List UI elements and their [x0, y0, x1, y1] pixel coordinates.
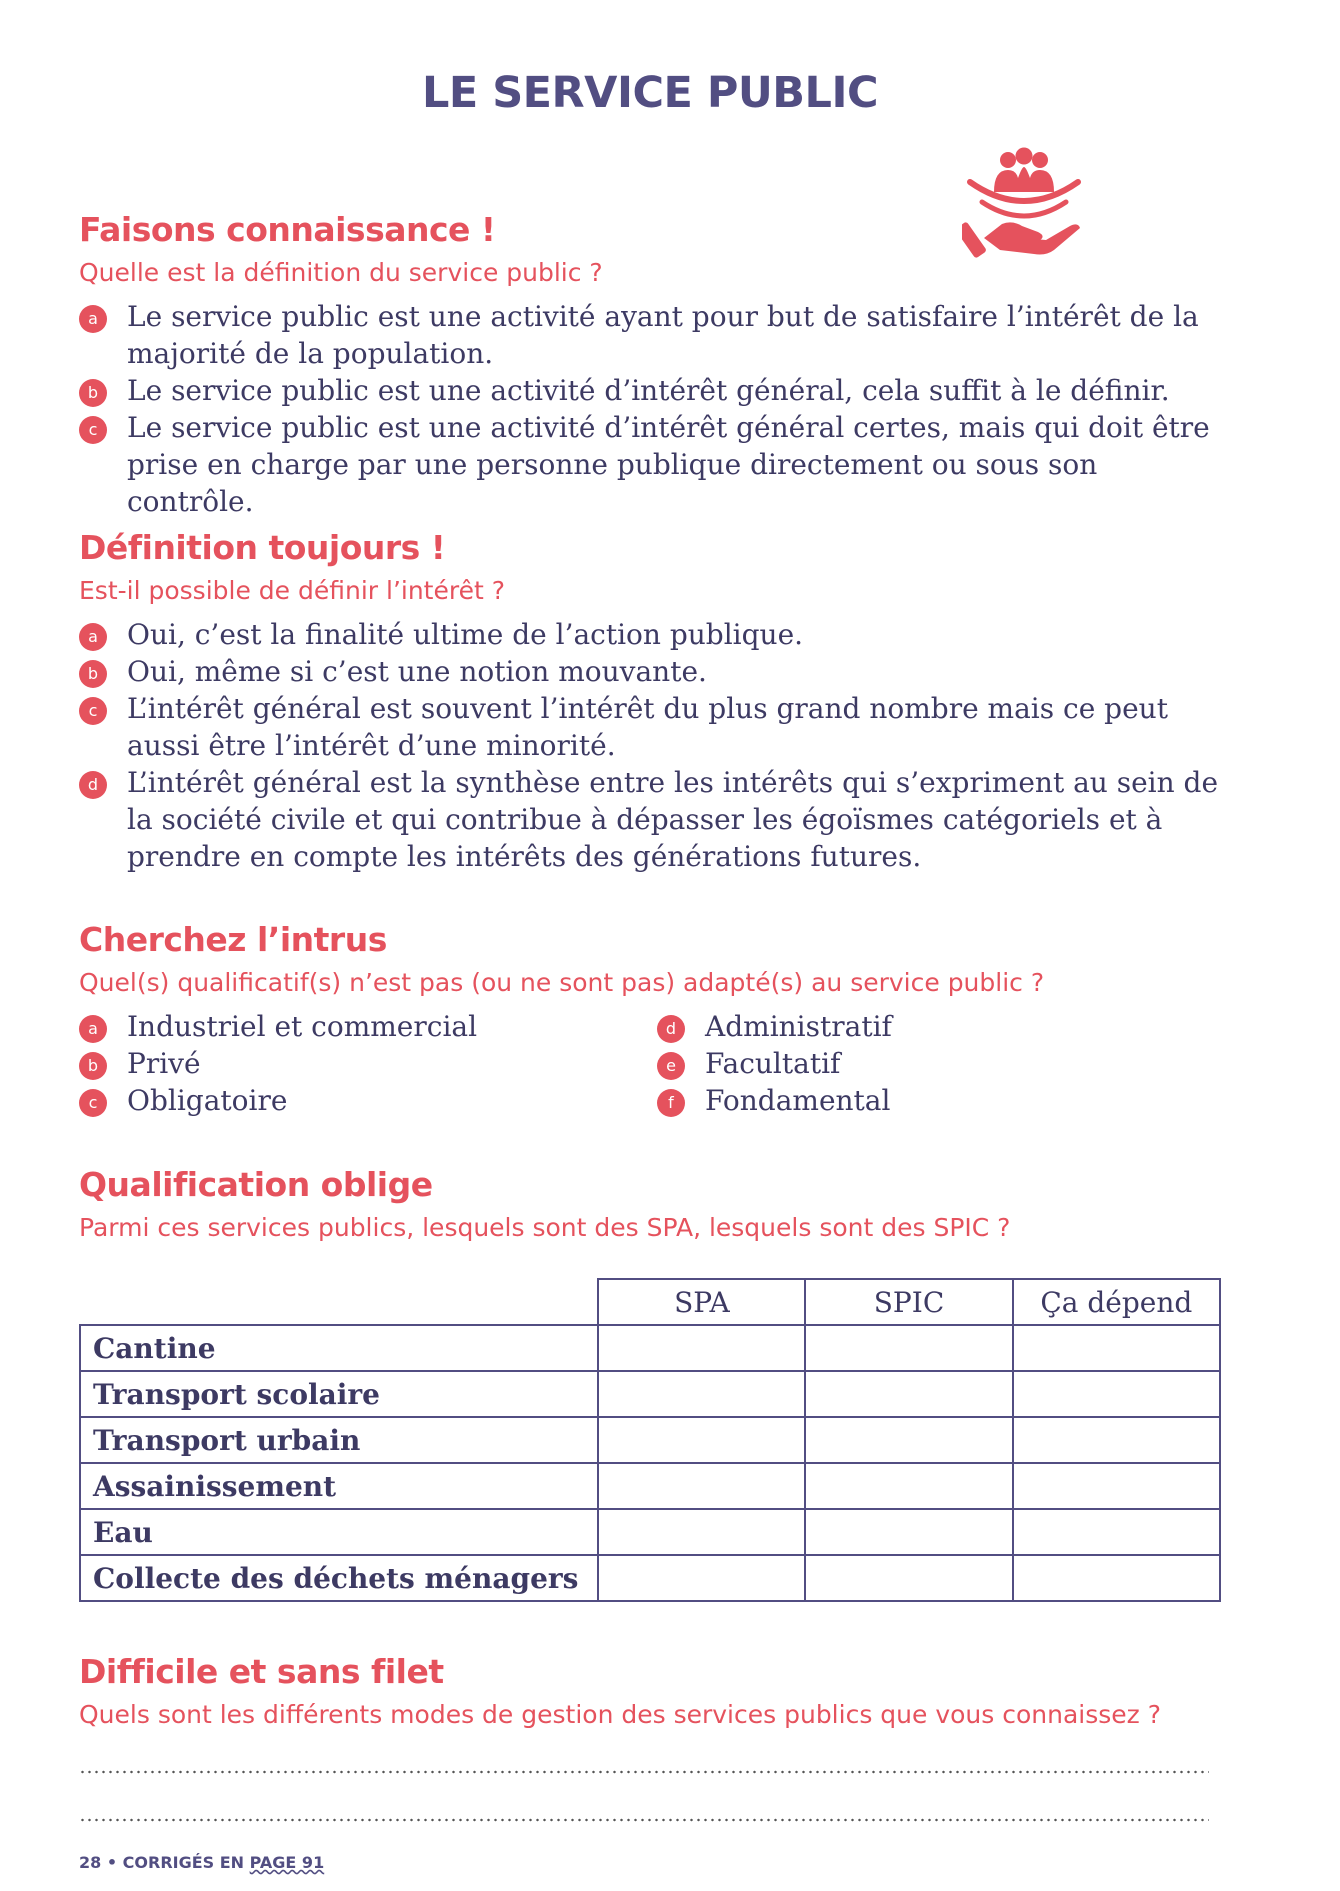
- table-row: [80, 1417, 1220, 1463]
- option-a[interactable]: [79, 298, 1224, 372]
- footer-page-link[interactable]: PAGE 91: [249, 1853, 325, 1872]
- header-spa: SPA: [598, 1279, 805, 1325]
- option-text: Industriel et commercial: [127, 1010, 478, 1043]
- section-question: Quels sont les différents modes de gestion des services publics que vous connaissez ?: [79, 1700, 1162, 1729]
- cell-spa[interactable]: [598, 1555, 805, 1601]
- section-title: Définition toujours !: [79, 528, 446, 567]
- option-badge: a: [79, 1015, 107, 1043]
- option-b[interactable]: [79, 372, 1224, 409]
- cell-spic[interactable]: [805, 1555, 1012, 1601]
- option-d[interactable]: [657, 1008, 1217, 1045]
- section-question: Quelle est la définition du service public ?: [79, 258, 603, 287]
- table-row: [80, 1325, 1220, 1371]
- page-title: LE SERVICE PUBLIC: [421, 68, 879, 118]
- section-definition-toujours: [79, 526, 1224, 875]
- option-c[interactable]: [79, 409, 1224, 520]
- page-footer: [79, 1853, 324, 1872]
- header-ca-depend: Ça dépend: [1013, 1279, 1220, 1325]
- row-label: Transport urbain: [80, 1417, 598, 1463]
- option-badge: c: [79, 697, 107, 725]
- section-title: Cherchez l’intrus: [79, 920, 387, 959]
- option-e[interactable]: [657, 1045, 1217, 1082]
- header-blank: [80, 1279, 598, 1325]
- option-badge: c: [79, 1089, 107, 1117]
- section-question: Est-il possible de définir l’intérêt ?: [79, 576, 505, 605]
- section-cherchez-intrus: [79, 918, 1224, 1119]
- table-header-row: [80, 1279, 1220, 1325]
- option-text: Le service public est une activité ayant pour but de satisfaire l’intérêt de la majorité de la population.: [127, 300, 1199, 370]
- option-badge: b: [79, 1052, 107, 1080]
- table-row: [80, 1463, 1220, 1509]
- cell-ca-depend[interactable]: [1013, 1371, 1220, 1417]
- table-row: [80, 1555, 1220, 1601]
- cell-ca-depend[interactable]: [1013, 1417, 1220, 1463]
- option-badge: b: [79, 379, 107, 407]
- option-text: Privé: [127, 1047, 201, 1080]
- footer-separator: •: [106, 1853, 118, 1872]
- row-label: Collecte des déchets ménagers: [80, 1555, 598, 1601]
- options-grid: [79, 1008, 1224, 1119]
- option-badge: b: [79, 660, 107, 688]
- section-difficile-sans-filet: [79, 1650, 1224, 1740]
- section-question: Parmi ces services publics, lesquels sont des SPA, lesquels sont des SPIC ?: [79, 1213, 1011, 1242]
- option-badge: a: [79, 305, 107, 333]
- cell-ca-depend[interactable]: [1013, 1325, 1220, 1371]
- header-spic: SPIC: [805, 1279, 1012, 1325]
- cell-spa[interactable]: [598, 1509, 805, 1555]
- cell-spic[interactable]: [805, 1463, 1012, 1509]
- section-title: Qualification oblige: [79, 1165, 433, 1204]
- table-row: [80, 1371, 1220, 1417]
- cell-ca-depend[interactable]: [1013, 1555, 1220, 1601]
- option-badge: e: [657, 1052, 685, 1080]
- cell-spa[interactable]: [598, 1371, 805, 1417]
- cell-spic[interactable]: [805, 1371, 1012, 1417]
- option-text: Oui, même si c’est une notion mouvante.: [127, 655, 707, 688]
- cell-spic[interactable]: [805, 1417, 1012, 1463]
- option-text: L’intérêt général est la synthèse entre les intérêts qui s’expriment au sein de la société civile et qui contribue à dépasser les égoïsmes catégoriels et à prendre en compte les intérêts des générations futures.: [127, 766, 1219, 873]
- option-badge: a: [79, 623, 107, 651]
- cell-spic[interactable]: [805, 1325, 1012, 1371]
- footer-text: CORRIGÉS EN: [122, 1853, 245, 1872]
- cell-spa[interactable]: [598, 1463, 805, 1509]
- cell-spa[interactable]: [598, 1417, 805, 1463]
- row-label: Cantine: [80, 1325, 598, 1371]
- option-badge: c: [79, 416, 107, 444]
- option-c[interactable]: [79, 1082, 657, 1119]
- option-text: Administratif: [705, 1010, 892, 1043]
- page-number: 28: [79, 1853, 102, 1872]
- section-faisons-connaissance: [79, 208, 1224, 520]
- cell-spic[interactable]: [805, 1509, 1012, 1555]
- row-label: Assainissement: [80, 1463, 598, 1509]
- option-a[interactable]: [79, 616, 1224, 653]
- classification-table: [79, 1278, 1221, 1602]
- option-badge: f: [657, 1089, 685, 1117]
- option-a[interactable]: [79, 1008, 657, 1045]
- option-text: Obligatoire: [127, 1084, 288, 1117]
- answer-line[interactable]: [79, 1770, 1209, 1774]
- option-text: Oui, c’est la finalité ultime de l’action publique.: [127, 618, 804, 651]
- section-question: Quel(s) qualificatif(s) n’est pas (ou ne sont pas) adapté(s) au service public ?: [79, 968, 1045, 997]
- option-text: Fondamental: [705, 1084, 891, 1117]
- option-badge: d: [79, 771, 107, 799]
- answer-line[interactable]: [79, 1818, 1209, 1822]
- table-row: [80, 1509, 1220, 1555]
- option-d[interactable]: [79, 764, 1224, 875]
- option-f[interactable]: [657, 1082, 1217, 1119]
- section-qualification-oblige: [79, 1163, 1224, 1253]
- option-badge: d: [657, 1015, 685, 1043]
- option-text: L’intérêt général est souvent l’intérêt du plus grand nombre mais ce peut aussi être l’intérêt d’une minorité.: [127, 692, 1168, 762]
- option-c[interactable]: [79, 690, 1224, 764]
- option-text: Le service public est une activité d’intérêt général certes, mais qui doit être prise en charge par une personne publique directement ou sous son contrôle.: [127, 411, 1210, 518]
- row-label: Transport scolaire: [80, 1371, 598, 1417]
- section-title: Faisons connaissance !: [79, 210, 496, 249]
- cell-spa[interactable]: [598, 1325, 805, 1371]
- option-text: Le service public est une activité d’intérêt général, cela suffit à le définir.: [127, 374, 1170, 407]
- option-b[interactable]: [79, 1045, 657, 1082]
- option-text: Facultatif: [705, 1047, 841, 1080]
- option-b[interactable]: [79, 653, 1224, 690]
- cell-ca-depend[interactable]: [1013, 1463, 1220, 1509]
- section-title: Difficile et sans filet: [79, 1652, 444, 1691]
- row-label: Eau: [80, 1509, 598, 1555]
- cell-ca-depend[interactable]: [1013, 1509, 1220, 1555]
